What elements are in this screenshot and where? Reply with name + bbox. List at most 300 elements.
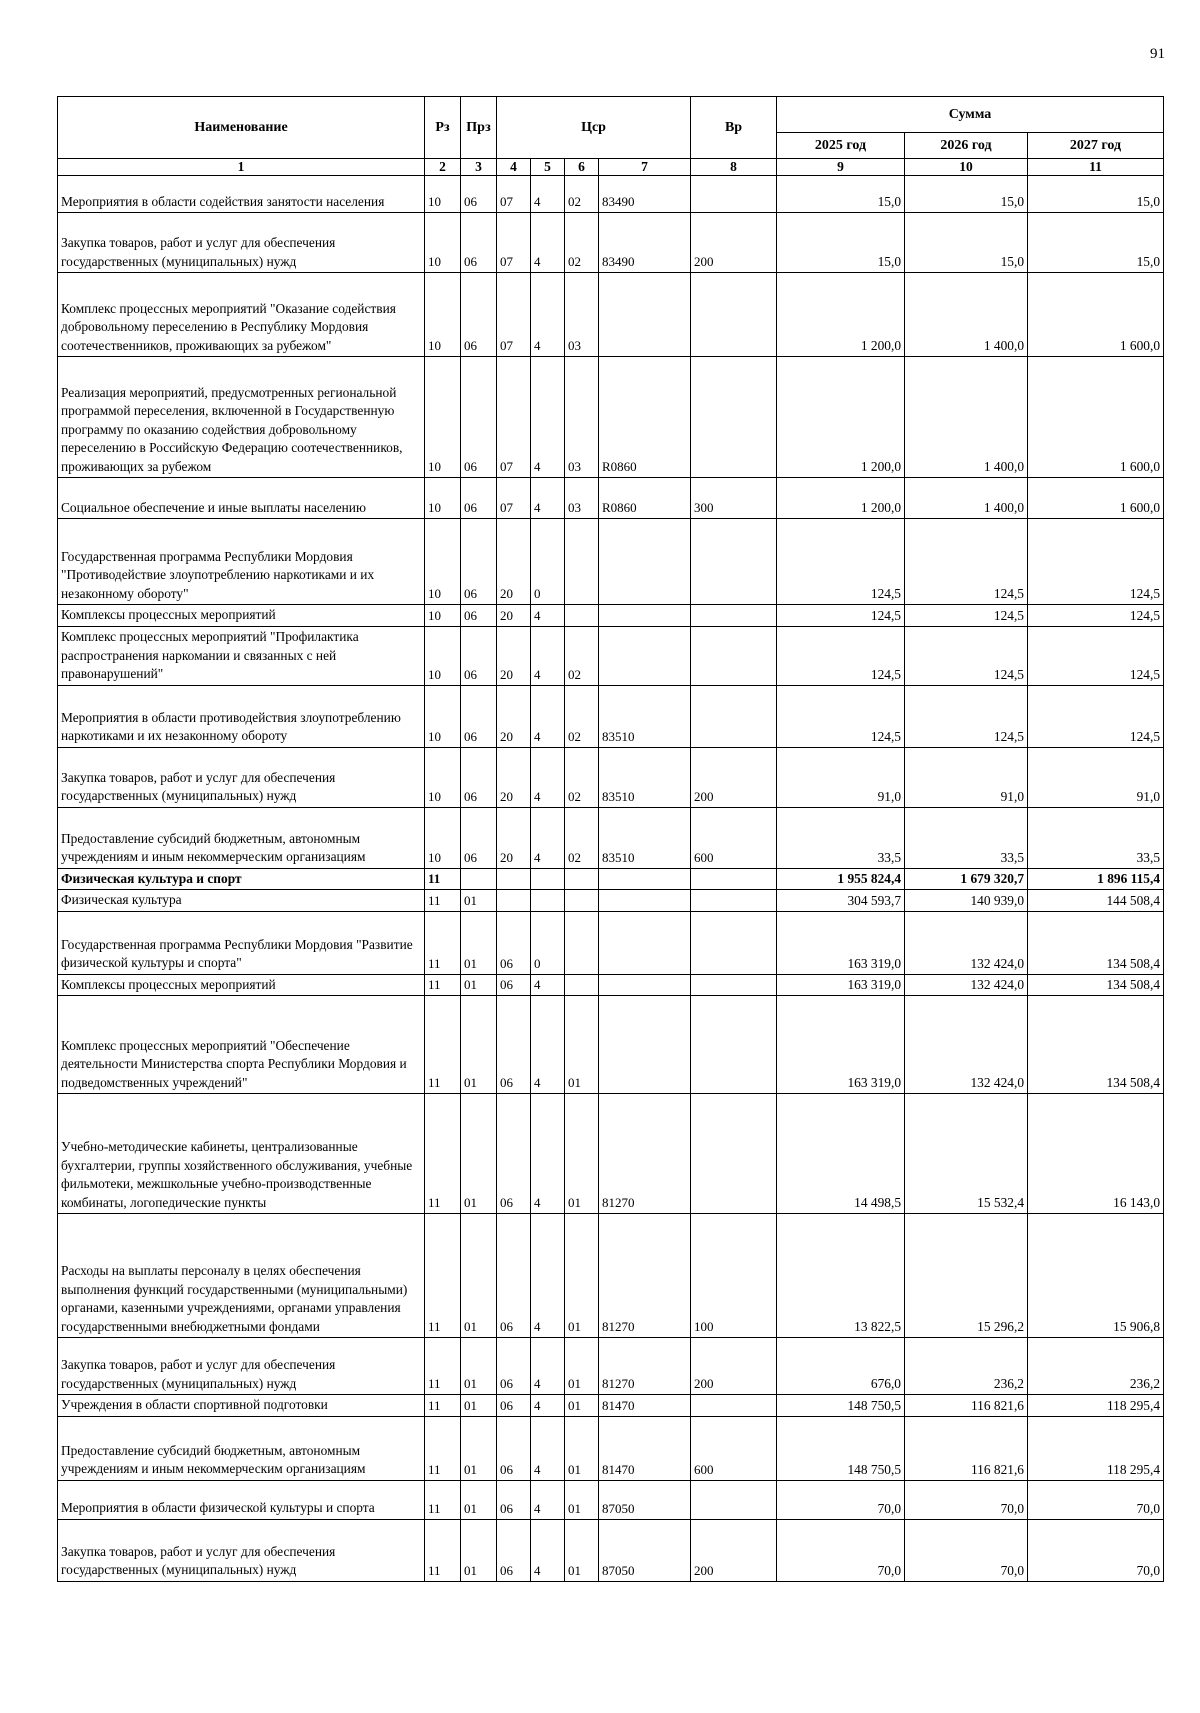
row-prz: 06 (461, 807, 497, 868)
row-csr-4: 07 (497, 357, 531, 478)
table-row (58, 176, 1164, 213)
row-2026: 1 400,0 (905, 478, 1028, 519)
row-rz: 11 (425, 1338, 461, 1395)
col-number: 7 (599, 159, 691, 176)
table-row (58, 1094, 1164, 1214)
row-csr-5: 4 (531, 273, 565, 357)
row-prz: 06 (461, 685, 497, 747)
row-2027: 16 143,0 (1028, 1094, 1164, 1214)
row-name: Государственная программа Республики Мордовия "Противодействие злоупотреблению наркотиками и их незаконному обороту" (58, 519, 425, 605)
row-prz: 01 (461, 890, 497, 912)
row-csr-5: 4 (531, 996, 565, 1094)
row-rz: 10 (425, 357, 461, 478)
row-name: Закупка товаров, работ и услуг для обеспечения государственных (муниципальных) нужд (58, 1338, 425, 1395)
col-number: 1 (58, 159, 425, 176)
row-2025: 163 319,0 (777, 996, 905, 1094)
row-2025: 70,0 (777, 1480, 905, 1519)
row-rz: 11 (425, 911, 461, 974)
row-name: Закупка товаров, работ и услуг для обеспечения государственных (муниципальных) нужд (58, 1519, 425, 1581)
row-rz: 10 (425, 685, 461, 747)
table-row (58, 213, 1164, 273)
table-row (58, 747, 1164, 807)
row-csr-4: 06 (497, 1214, 531, 1338)
table-row (58, 1338, 1164, 1395)
row-2025: 124,5 (777, 519, 905, 605)
row-2027: 1 600,0 (1028, 273, 1164, 357)
row-2026: 91,0 (905, 747, 1028, 807)
row-prz: 06 (461, 605, 497, 627)
row-2027: 124,5 (1028, 626, 1164, 685)
row-vr (691, 974, 777, 996)
row-2026: 116 821,6 (905, 1416, 1028, 1480)
row-csr-4 (497, 868, 531, 890)
row-rz: 10 (425, 478, 461, 519)
row-2027: 70,0 (1028, 1519, 1164, 1581)
col-number: 10 (905, 159, 1028, 176)
row-csr-5 (531, 890, 565, 912)
row-vr: 300 (691, 478, 777, 519)
row-csr-5: 4 (531, 807, 565, 868)
row-csr-5: 4 (531, 176, 565, 213)
row-csr-6: 03 (565, 273, 599, 357)
row-rz: 10 (425, 213, 461, 273)
row-2026: 236,2 (905, 1338, 1028, 1395)
row-vr: 200 (691, 1519, 777, 1581)
row-2025: 1 200,0 (777, 273, 905, 357)
row-2026: 116 821,6 (905, 1395, 1028, 1417)
row-csr-4: 06 (497, 1519, 531, 1581)
row-prz: 01 (461, 1416, 497, 1480)
row-csr-6: 03 (565, 357, 599, 478)
row-rz: 11 (425, 974, 461, 996)
table-row (58, 605, 1164, 627)
row-2026: 1 400,0 (905, 273, 1028, 357)
row-vr (691, 605, 777, 627)
row-csr-5: 4 (531, 626, 565, 685)
row-csr-5 (531, 868, 565, 890)
row-csr-4: 06 (497, 996, 531, 1094)
row-2025: 15,0 (777, 176, 905, 213)
row-2027: 1 600,0 (1028, 478, 1164, 519)
row-2025: 13 822,5 (777, 1214, 905, 1338)
row-csr-7: 81470 (599, 1395, 691, 1417)
row-name: Предоставление субсидий бюджетным, автономным учреждениям и иным некоммерческим организациям (58, 1416, 425, 1480)
row-rz: 11 (425, 1480, 461, 1519)
row-vr (691, 685, 777, 747)
row-2025: 124,5 (777, 685, 905, 747)
row-csr-5: 4 (531, 213, 565, 273)
row-csr-7 (599, 626, 691, 685)
row-name: Учреждения в области спортивной подготовки (58, 1395, 425, 1417)
header-sum: Сумма (777, 97, 1164, 133)
row-csr-4: 20 (497, 807, 531, 868)
row-2026: 15 532,4 (905, 1094, 1028, 1214)
row-csr-5: 4 (531, 1214, 565, 1338)
row-2025: 33,5 (777, 807, 905, 868)
row-2027: 1 600,0 (1028, 357, 1164, 478)
table-row (58, 1214, 1164, 1338)
row-2025: 148 750,5 (777, 1395, 905, 1417)
row-2026: 15,0 (905, 213, 1028, 273)
col-number: 2 (425, 159, 461, 176)
row-name: Предоставление субсидий бюджетным, автономным учреждениям и иным некоммерческим организациям (58, 807, 425, 868)
row-csr-7: 81270 (599, 1094, 691, 1214)
row-2026: 70,0 (905, 1519, 1028, 1581)
row-csr-4: 06 (497, 1480, 531, 1519)
row-vr: 600 (691, 807, 777, 868)
header-vr: Вр (691, 97, 777, 159)
row-csr-6: 02 (565, 807, 599, 868)
row-prz: 06 (461, 478, 497, 519)
row-rz: 11 (425, 1214, 461, 1338)
row-2025: 1 200,0 (777, 357, 905, 478)
table-row (58, 1519, 1164, 1581)
row-2027: 70,0 (1028, 1480, 1164, 1519)
row-2025: 163 319,0 (777, 974, 905, 996)
row-2027: 33,5 (1028, 807, 1164, 868)
row-csr-4: 20 (497, 747, 531, 807)
row-csr-7: 83490 (599, 176, 691, 213)
row-csr-4 (497, 890, 531, 912)
row-csr-6 (565, 605, 599, 627)
row-csr-6: 02 (565, 747, 599, 807)
row-2027: 1 896 115,4 (1028, 868, 1164, 890)
row-2025: 124,5 (777, 605, 905, 627)
row-csr-6: 03 (565, 478, 599, 519)
col-number: 11 (1028, 159, 1164, 176)
row-name: Комплекс процессных мероприятий "Оказание содействия добровольному переселению в Республику Мордовия соотечественников, проживающих за рубежом" (58, 273, 425, 357)
row-2027: 15,0 (1028, 213, 1164, 273)
row-2025: 70,0 (777, 1519, 905, 1581)
header-year-2025: 2025 год (777, 133, 905, 159)
row-csr-4: 07 (497, 273, 531, 357)
row-2026: 140 939,0 (905, 890, 1028, 912)
row-name: Физическая культура (58, 890, 425, 912)
row-name: Реализация мероприятий, предусмотренных региональной программой переселения, включенной в Государственную программу по оказанию содействия добровольному переселению в Российскую Федерацию соотечественников, проживающих за рубежом (58, 357, 425, 478)
row-csr-7: 83510 (599, 747, 691, 807)
row-2027: 144 508,4 (1028, 890, 1164, 912)
row-name: Мероприятия в области противодействия злоупотреблению наркотиками и их незаконному обороту (58, 685, 425, 747)
table-row (58, 273, 1164, 357)
table-row (58, 685, 1164, 747)
row-prz: 06 (461, 213, 497, 273)
col-number: 4 (497, 159, 531, 176)
row-prz: 01 (461, 1094, 497, 1214)
table-row (58, 807, 1164, 868)
row-rz: 10 (425, 747, 461, 807)
row-csr-7 (599, 605, 691, 627)
row-csr-4: 06 (497, 911, 531, 974)
row-csr-4: 20 (497, 519, 531, 605)
row-csr-7: 83510 (599, 685, 691, 747)
row-csr-6: 01 (565, 1094, 599, 1214)
row-prz: 01 (461, 1519, 497, 1581)
row-2027: 15,0 (1028, 176, 1164, 213)
row-csr-6: 02 (565, 685, 599, 747)
row-vr: 100 (691, 1214, 777, 1338)
row-2025: 14 498,5 (777, 1094, 905, 1214)
row-2026: 124,5 (905, 685, 1028, 747)
row-2025: 1 955 824,4 (777, 868, 905, 890)
row-vr (691, 176, 777, 213)
table-row (58, 478, 1164, 519)
row-name: Комплекс процессных мероприятий "Обеспечение деятельности Министерства спорта Республики Мордовия и подведомственных учреждений" (58, 996, 425, 1094)
row-2026: 15 296,2 (905, 1214, 1028, 1338)
row-rz: 11 (425, 1395, 461, 1417)
row-vr (691, 890, 777, 912)
row-2027: 15 906,8 (1028, 1214, 1164, 1338)
row-2025: 163 319,0 (777, 911, 905, 974)
row-rz: 10 (425, 626, 461, 685)
row-csr-5: 4 (531, 1395, 565, 1417)
row-vr: 200 (691, 747, 777, 807)
row-csr-6: 01 (565, 1416, 599, 1480)
row-2026: 1 400,0 (905, 357, 1028, 478)
table-row (58, 890, 1164, 912)
row-name: Комплексы процессных мероприятий (58, 974, 425, 996)
row-csr-4: 07 (497, 213, 531, 273)
table-row (58, 357, 1164, 478)
row-csr-5: 4 (531, 357, 565, 478)
header-year-2026: 2026 год (905, 133, 1028, 159)
row-prz: 01 (461, 974, 497, 996)
row-csr-4: 20 (497, 626, 531, 685)
row-vr (691, 519, 777, 605)
col-number: 8 (691, 159, 777, 176)
row-2025: 304 593,7 (777, 890, 905, 912)
header-year-2027: 2027 год (1028, 133, 1164, 159)
row-csr-4: 20 (497, 685, 531, 747)
row-name: Закупка товаров, работ и услуг для обеспечения государственных (муниципальных) нужд (58, 747, 425, 807)
table-body (58, 176, 1164, 1582)
row-2025: 676,0 (777, 1338, 905, 1395)
table-row (58, 1395, 1164, 1417)
row-2027: 124,5 (1028, 685, 1164, 747)
row-2026: 132 424,0 (905, 974, 1028, 996)
row-name: Расходы на выплаты персоналу в целях обеспечения выполнения функций государственными (муниципальными) органами, казенными учреждениями, органами управления государственными внебюджетными фондами (58, 1214, 425, 1338)
row-2025: 124,5 (777, 626, 905, 685)
row-2025: 148 750,5 (777, 1416, 905, 1480)
table-row (58, 868, 1164, 890)
row-prz: 06 (461, 519, 497, 605)
col-number: 5 (531, 159, 565, 176)
row-prz: 01 (461, 1395, 497, 1417)
row-csr-5: 0 (531, 519, 565, 605)
row-prz: 01 (461, 996, 497, 1094)
row-csr-7 (599, 519, 691, 605)
row-2027: 134 508,4 (1028, 911, 1164, 974)
row-rz: 11 (425, 890, 461, 912)
row-prz: 01 (461, 1338, 497, 1395)
row-csr-5: 4 (531, 1480, 565, 1519)
row-rz: 11 (425, 1094, 461, 1214)
row-vr (691, 1094, 777, 1214)
row-name: Закупка товаров, работ и услуг для обеспечения государственных (муниципальных) нужд (58, 213, 425, 273)
row-2027: 118 295,4 (1028, 1395, 1164, 1417)
row-rz: 10 (425, 176, 461, 213)
row-csr-4: 06 (497, 1094, 531, 1214)
row-name: Мероприятия в области содействия занятости населения (58, 176, 425, 213)
row-prz: 06 (461, 747, 497, 807)
row-csr-7: R0860 (599, 478, 691, 519)
row-2027: 118 295,4 (1028, 1416, 1164, 1480)
row-csr-6: 02 (565, 213, 599, 273)
row-csr-6: 01 (565, 1338, 599, 1395)
row-vr (691, 911, 777, 974)
row-2026: 15,0 (905, 176, 1028, 213)
row-vr: 200 (691, 1338, 777, 1395)
row-vr (691, 868, 777, 890)
row-csr-7: 81270 (599, 1338, 691, 1395)
col-number: 9 (777, 159, 905, 176)
row-csr-6: 02 (565, 176, 599, 213)
row-vr (691, 996, 777, 1094)
table-row (58, 1416, 1164, 1480)
row-csr-4: 06 (497, 1395, 531, 1417)
row-vr (691, 626, 777, 685)
row-2027: 134 508,4 (1028, 996, 1164, 1094)
row-name: Социальное обеспечение и иные выплаты населению (58, 478, 425, 519)
row-csr-4: 07 (497, 176, 531, 213)
row-2027: 134 508,4 (1028, 974, 1164, 996)
row-prz: 06 (461, 176, 497, 213)
row-csr-5: 4 (531, 747, 565, 807)
row-csr-6: 01 (565, 1395, 599, 1417)
row-name: Мероприятия в области физической культуры и спорта (58, 1480, 425, 1519)
table-row (58, 996, 1164, 1094)
page-number: 91 (1150, 46, 1165, 62)
row-rz: 10 (425, 807, 461, 868)
row-prz: 06 (461, 626, 497, 685)
budget-table (57, 96, 1164, 1582)
row-2027: 236,2 (1028, 1338, 1164, 1395)
row-vr (691, 1480, 777, 1519)
header-rz: Рз (425, 97, 461, 159)
col-number: 6 (565, 159, 599, 176)
row-csr-7: 81270 (599, 1214, 691, 1338)
row-csr-7 (599, 273, 691, 357)
row-csr-6 (565, 890, 599, 912)
row-csr-5: 4 (531, 974, 565, 996)
header-csr: Цср (497, 97, 691, 159)
row-2026: 132 424,0 (905, 911, 1028, 974)
row-2026: 1 679 320,7 (905, 868, 1028, 890)
row-name: Комплекс процессных мероприятий "Профилактика распространения наркомании и связанных с ней правонарушений" (58, 626, 425, 685)
row-csr-5: 4 (531, 1519, 565, 1581)
row-csr-6 (565, 974, 599, 996)
row-csr-7 (599, 974, 691, 996)
row-rz: 10 (425, 519, 461, 605)
row-name: Комплексы процессных мероприятий (58, 605, 425, 627)
row-2026: 70,0 (905, 1480, 1028, 1519)
row-2025: 91,0 (777, 747, 905, 807)
row-vr (691, 273, 777, 357)
row-csr-6: 01 (565, 1214, 599, 1338)
row-name: Физическая культура и спорт (58, 868, 425, 890)
row-prz: 06 (461, 357, 497, 478)
row-prz (461, 868, 497, 890)
row-2026: 124,5 (905, 605, 1028, 627)
row-csr-4: 06 (497, 974, 531, 996)
row-rz: 11 (425, 868, 461, 890)
row-rz: 11 (425, 996, 461, 1094)
col-number: 3 (461, 159, 497, 176)
row-rz: 11 (425, 1519, 461, 1581)
row-csr-6: 01 (565, 1480, 599, 1519)
row-2025: 15,0 (777, 213, 905, 273)
row-csr-7: 87050 (599, 1519, 691, 1581)
row-prz: 01 (461, 1480, 497, 1519)
table-row (58, 519, 1164, 605)
row-csr-5: 4 (531, 1416, 565, 1480)
row-csr-4: 06 (497, 1416, 531, 1480)
row-prz: 01 (461, 911, 497, 974)
row-csr-5: 4 (531, 1338, 565, 1395)
row-csr-7: 87050 (599, 1480, 691, 1519)
row-csr-4: 07 (497, 478, 531, 519)
row-rz: 11 (425, 1416, 461, 1480)
header-prz: Прз (461, 97, 497, 159)
row-2026: 124,5 (905, 626, 1028, 685)
table-row (58, 1480, 1164, 1519)
row-csr-7 (599, 911, 691, 974)
row-vr (691, 1395, 777, 1417)
row-2026: 132 424,0 (905, 996, 1028, 1094)
row-name: Учебно-методические кабинеты, централизованные бухгалтерии, группы хозяйственного обслуживания, учебные фильмотеки, межшкольные учебно-производственные комбинаты, логопедические пункты (58, 1094, 425, 1214)
row-csr-6 (565, 911, 599, 974)
row-2027: 124,5 (1028, 605, 1164, 627)
row-csr-7: R0860 (599, 357, 691, 478)
row-2026: 33,5 (905, 807, 1028, 868)
row-csr-6: 01 (565, 1519, 599, 1581)
table-row (58, 626, 1164, 685)
column-number-row (58, 159, 1164, 176)
header-name: Наименование (58, 97, 425, 159)
row-prz: 01 (461, 1214, 497, 1338)
row-2025: 1 200,0 (777, 478, 905, 519)
row-csr-4: 20 (497, 605, 531, 627)
row-csr-5: 4 (531, 685, 565, 747)
row-vr: 200 (691, 213, 777, 273)
row-csr-5: 4 (531, 478, 565, 519)
row-csr-4: 06 (497, 1338, 531, 1395)
row-2027: 91,0 (1028, 747, 1164, 807)
row-csr-6 (565, 519, 599, 605)
table-row (58, 911, 1164, 974)
row-2027: 124,5 (1028, 519, 1164, 605)
table-row (58, 974, 1164, 996)
row-csr-7: 83510 (599, 807, 691, 868)
row-vr (691, 357, 777, 478)
row-csr-6: 02 (565, 626, 599, 685)
row-csr-7 (599, 890, 691, 912)
row-vr: 600 (691, 1416, 777, 1480)
row-csr-7: 81470 (599, 1416, 691, 1480)
row-name: Государственная программа Республики Мордовия "Развитие физической культуры и спорта" (58, 911, 425, 974)
row-prz: 06 (461, 273, 497, 357)
row-rz: 10 (425, 273, 461, 357)
row-csr-7: 83490 (599, 213, 691, 273)
row-csr-7 (599, 996, 691, 1094)
row-rz: 10 (425, 605, 461, 627)
row-csr-6 (565, 868, 599, 890)
row-csr-5: 4 (531, 1094, 565, 1214)
row-csr-5: 4 (531, 605, 565, 627)
row-csr-5: 0 (531, 911, 565, 974)
row-csr-6: 01 (565, 996, 599, 1094)
row-csr-7 (599, 868, 691, 890)
row-2026: 124,5 (905, 519, 1028, 605)
